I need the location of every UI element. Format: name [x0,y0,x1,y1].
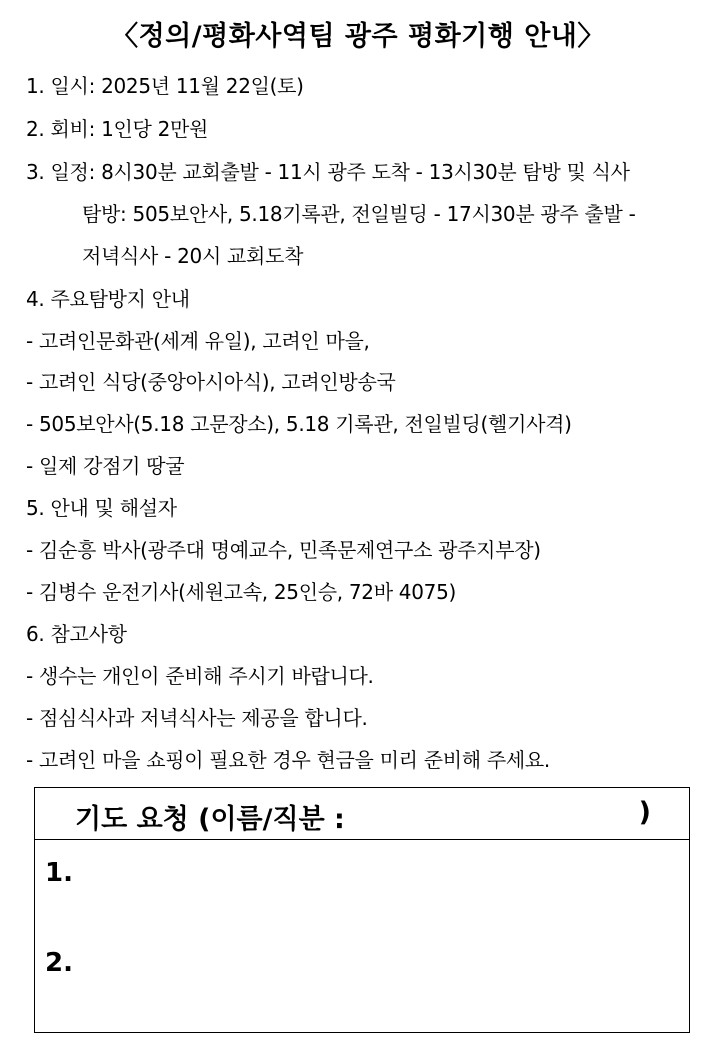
list-item: - 고려인 마을 쇼핑이 필요한 경우 현금을 미리 준비해 주세요. [26,748,550,772]
prayer-item-1: 1. [45,858,73,888]
list-item: - 505보안사(5.18 고문장소), 5.18 기록관, 전일빌딩(헬기사격) [26,412,572,436]
list-item: - 생수는 개인이 준비해 주시기 바랍니다. [26,664,374,688]
prayer-request-header [35,788,689,840]
section-heading-notes: 6. 참고사항 [26,622,127,646]
itinerary: 3. 일정: 8시30분 교회출발 - 11시 광주 도착 - 13시30분 탐방 및 식사 [26,160,630,184]
prayer-request-box [34,787,690,1033]
prayer-request-close-paren: ) [638,797,651,828]
itinerary-cont-1: 탐방: 505보안사, 5.18기록관, 전일빌딩 - 17시30분 광주 출발 - [82,202,636,226]
list-item: - 고려인문화관(세계 유일), 고려인 마을, [26,329,370,353]
schedule-date: 1. 일시: 2025년 11월 22일(토) [26,74,304,98]
list-item: - 김순흥 박사(광주대 명예교수, 민족문제연구소 광주지부장) [26,538,541,562]
section-heading-guides: 5. 안내 및 해설자 [26,496,177,520]
list-item: - 점심식사과 저녁식사는 제공을 합니다. [26,706,368,730]
itinerary-cont-2: 저녁식사 - 20시 교회도착 [82,244,304,268]
section-heading-sites: 4. 주요탐방지 안내 [26,287,190,311]
prayer-request-title: 기도 요청 (이름/직분 : [75,804,345,835]
prayer-item-2: 2. [45,948,73,978]
list-item: - 일제 강점기 땅굴 [26,454,185,478]
list-item: - 고려인 식당(중앙아시아식), 고려인방송국 [26,370,396,394]
list-item: - 김병수 운전기사(세원고속, 25인승, 72바 4075) [26,580,457,604]
page-title: 〈정의/평화사역팀 광주 평화기행 안내〉 [111,21,605,52]
fee: 2. 회비: 1인당 2만원 [26,117,209,141]
